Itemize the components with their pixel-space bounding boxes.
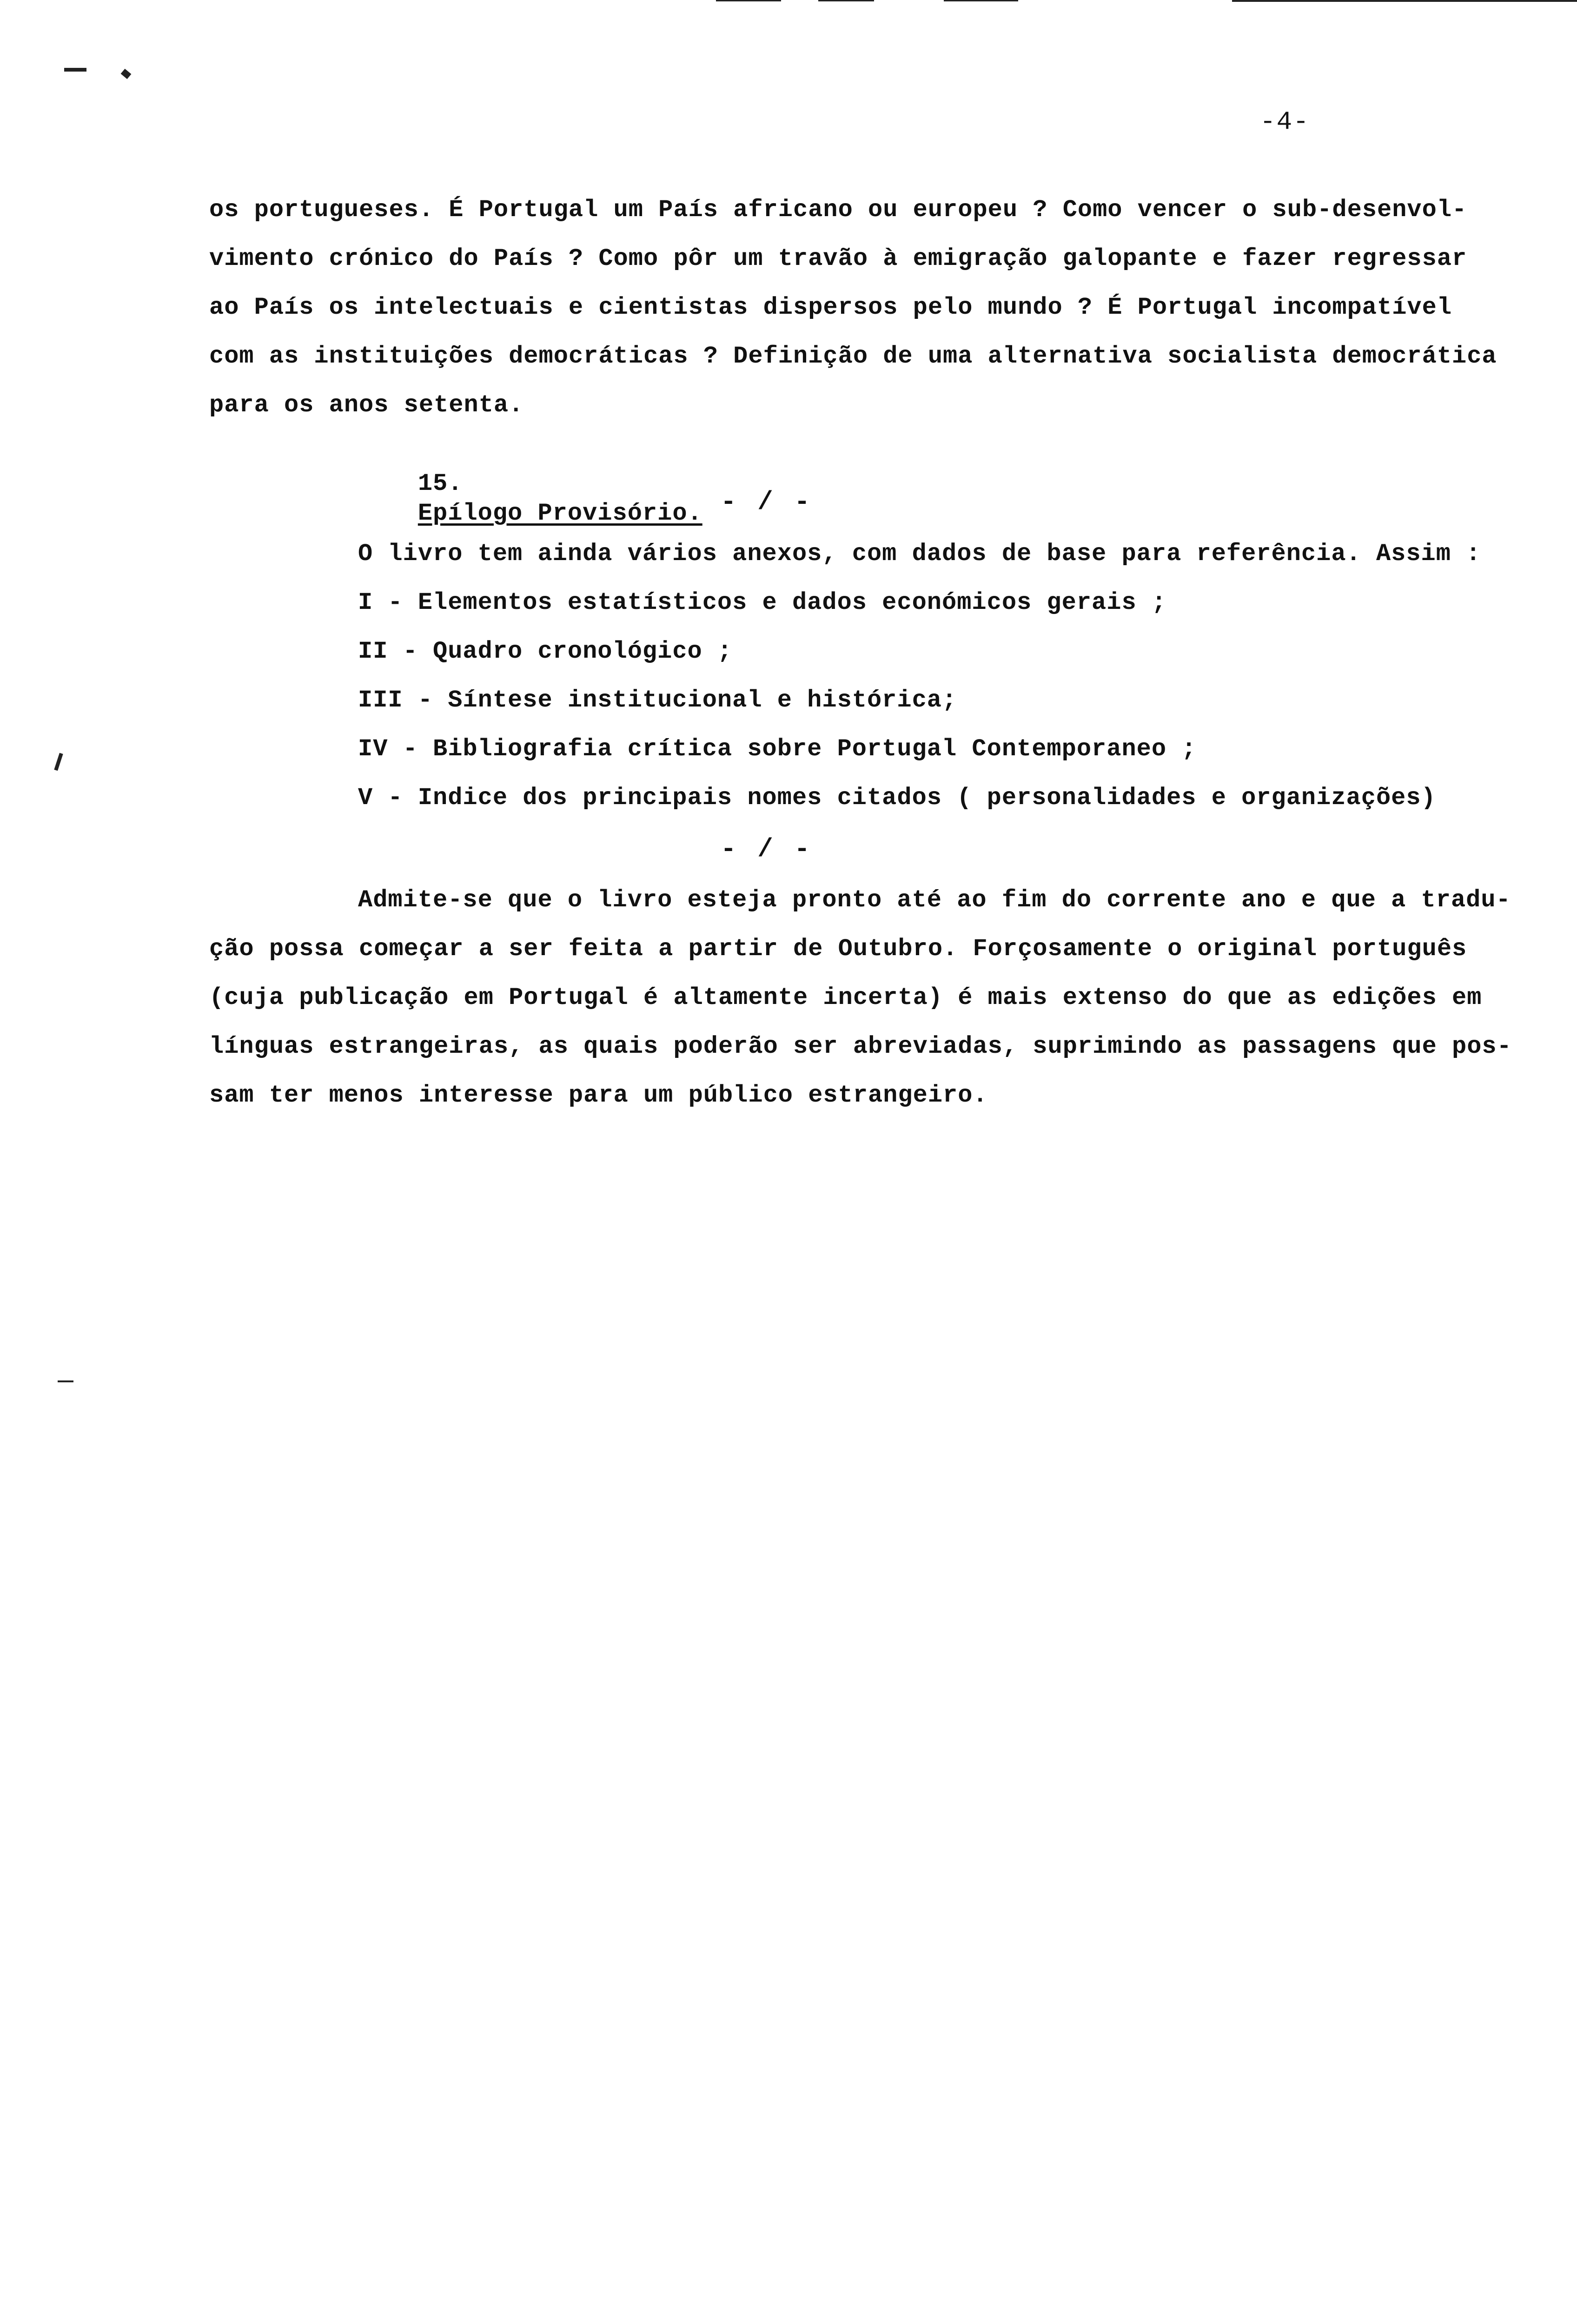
paragraph-line: (cuja publicação em Portugal é altamente incerta) é mais extenso do que as edições em xyxy=(209,984,1482,1011)
scan-edge-line xyxy=(1232,0,1577,2)
paragraph-line: os portugueses. É Portugal um País africano ou europeu ? Como vencer o sub-desenvol- xyxy=(209,196,1467,224)
separator: - / - xyxy=(721,834,813,864)
scan-edge-line xyxy=(716,0,781,1)
paragraph-line: sam ter menos interesse para um público estrangeiro. xyxy=(209,1082,988,1109)
annexes-intro: O livro tem ainda vários anexos, com dados de base para referência. Assim : xyxy=(358,540,1481,568)
annex-item: I - Elementos estatísticos e dados económicos gerais ; xyxy=(358,589,1167,616)
separator: - / - xyxy=(721,487,813,517)
page-number: -4- xyxy=(1260,107,1310,137)
paragraph-line: Admite-se que o livro esteja pronto até ao fim do corrente ano e que a tradu- xyxy=(358,886,1511,914)
paragraph-line: vimento crónico do País ? Como pôr um travão à emigração galopante e fazer regressar xyxy=(209,245,1467,272)
scan-mark xyxy=(54,753,63,771)
paragraph-line: com as instituições democráticas ? Definição de uma alternativa socialista democrática xyxy=(209,343,1497,370)
paragraph-line: ao País os intelectuais e cientistas dispersos pelo mundo ? É Portugal incompatível xyxy=(209,294,1452,321)
paragraph-line: ção possa começar a ser feita a partir de Outubro. Forçosamente o original português xyxy=(209,935,1467,963)
paragraph-line: para os anos setenta. xyxy=(209,391,524,419)
annex-item: II - Quadro cronológico ; xyxy=(358,638,733,665)
section-title: Epílogo Provisório. xyxy=(417,500,702,527)
annex-item: V - Indice dos principais nomes citados ( personalidades e organizações) xyxy=(358,784,1436,812)
scan-edge-line xyxy=(944,0,1018,1)
annex-item: IV - Bibliografia crítica sobre Portugal Contemporaneo ; xyxy=(358,735,1197,763)
scan-mark xyxy=(58,1380,73,1382)
annex-item: III - Síntese institucional e histórica; xyxy=(358,687,957,714)
scan-mark xyxy=(121,69,132,79)
scan-mark xyxy=(64,68,86,72)
scan-edge-line xyxy=(818,0,874,1)
section-number: 15. xyxy=(417,470,463,497)
paragraph-line: línguas estrangeiras, as quais poderão ser abreviadas, suprimindo as passagens que pos- xyxy=(209,1033,1512,1060)
